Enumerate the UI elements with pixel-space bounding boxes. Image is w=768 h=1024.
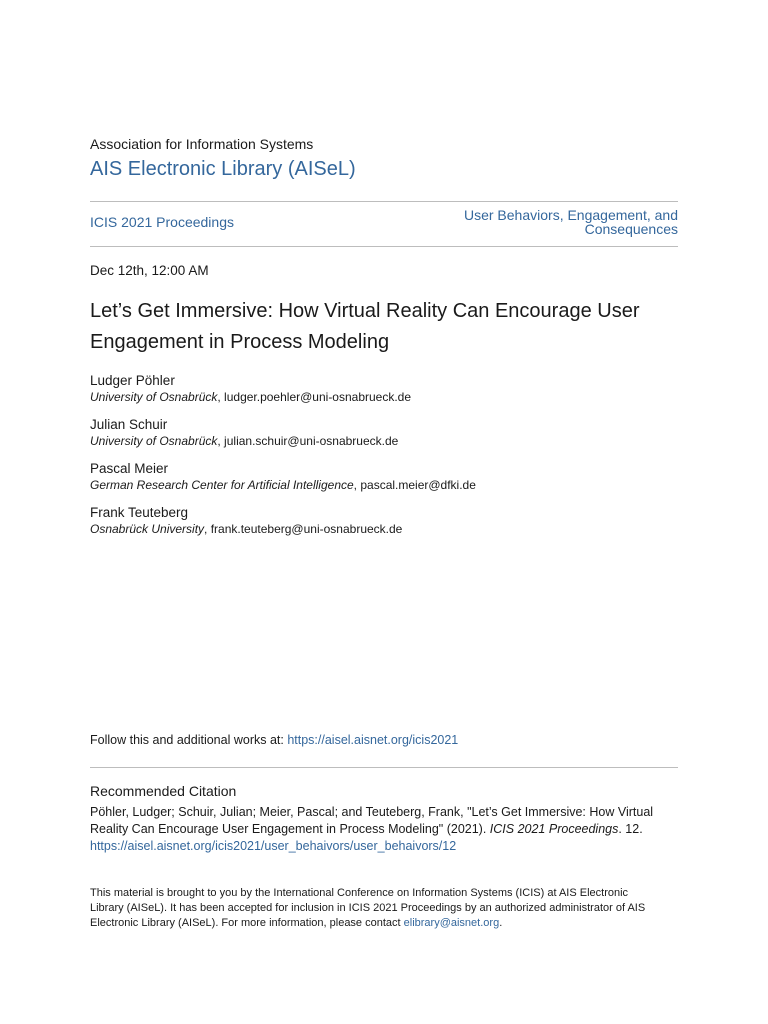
affiliation-name: University of Osnabrück — [90, 390, 218, 404]
follow-link[interactable]: https://aisel.aisnet.org/icis2021 — [287, 733, 459, 747]
affiliation-name: Osnabrück University — [90, 522, 205, 536]
paper-title-line2: Engagement in Process Modeling — [90, 331, 390, 353]
author-affiliation — [90, 433, 678, 449]
footer-line1: This material is brought to you by the International Conference on Information Systems (ICIS) at AIS Electronic — [90, 887, 629, 899]
follow-text: Follow this and additional works at: — [90, 733, 288, 747]
author-email: , pascal.meier@dfki.de — [353, 478, 476, 492]
citation-heading: Recommended Citation — [90, 783, 237, 799]
author-name: Julian Schuir — [90, 417, 168, 432]
author-list — [90, 372, 678, 548]
footer-line2: Library (AISeL). It has been accepted for inclusion in ICIS 2021 Proceedings by an authorized administrator of AIS — [90, 902, 646, 914]
track-link-line1: User Behaviors, Engagement, and — [463, 207, 678, 223]
citation-link[interactable]: https://aisel.aisnet.org/icis2021/user_behaivors/user_behaivors/12 — [90, 839, 457, 853]
org-name: Association for Information Systems — [90, 136, 314, 152]
citation-text — [90, 804, 678, 855]
author-affiliation — [90, 389, 678, 405]
author-email: , julian.schuir@uni-osnabrueck.de — [217, 434, 399, 448]
footer-suffix: . — [499, 917, 503, 929]
paper-title — [90, 296, 678, 358]
footer-notice — [90, 886, 678, 931]
proceedings-link[interactable]: ICIS 2021 Proceedings — [90, 214, 234, 230]
author-item — [90, 460, 678, 493]
author-affiliation — [90, 521, 678, 537]
author-item — [90, 416, 678, 449]
author-item — [90, 504, 678, 537]
paper-date: Dec 12th, 12:00 AM — [90, 263, 209, 278]
contact-email-link[interactable]: elibrary@aisnet.org — [403, 917, 500, 929]
author-name: Frank Teuteberg — [90, 505, 189, 520]
track-link-line2: Consequences — [584, 221, 678, 237]
citation-number: . 12. — [618, 822, 643, 836]
affiliation-name: German Research Center for Artificial Intelligence — [90, 478, 354, 492]
author-email: , frank.teuteberg@uni-osnabrueck.de — [204, 522, 403, 536]
track-link[interactable] — [418, 208, 678, 236]
divider-top — [90, 201, 678, 202]
follow-line — [90, 733, 678, 747]
author-item — [90, 372, 678, 405]
divider-nav — [90, 246, 678, 247]
affiliation-name: University of Osnabrück — [90, 434, 218, 448]
citation-journal: ICIS 2021 Proceedings — [489, 822, 619, 836]
divider-citation — [90, 767, 678, 768]
breadcrumb — [90, 208, 678, 236]
author-name: Pascal Meier — [90, 461, 169, 476]
library-link[interactable]: AIS Electronic Library (AISeL) — [90, 158, 356, 180]
citation-line1: Pöhler, Ludger; Schuir, Julian; Meier, Pascal; and Teuteberg, Frank, "Let’s Get Immersive: How Virtual — [90, 805, 654, 819]
author-email: , ludger.poehler@uni-osnabrueck.de — [217, 390, 412, 404]
author-name: Ludger Pöhler — [90, 373, 175, 388]
author-affiliation — [90, 477, 678, 493]
citation-line2: Reality Can Encourage User Engagement in Process Modeling" (2021). — [90, 822, 490, 836]
paper-title-line1: Let’s Get Immersive: How Virtual Reality Can Encourage User — [90, 300, 640, 322]
footer-line3: Electronic Library (AISeL). For more information, please contact — [90, 917, 404, 929]
